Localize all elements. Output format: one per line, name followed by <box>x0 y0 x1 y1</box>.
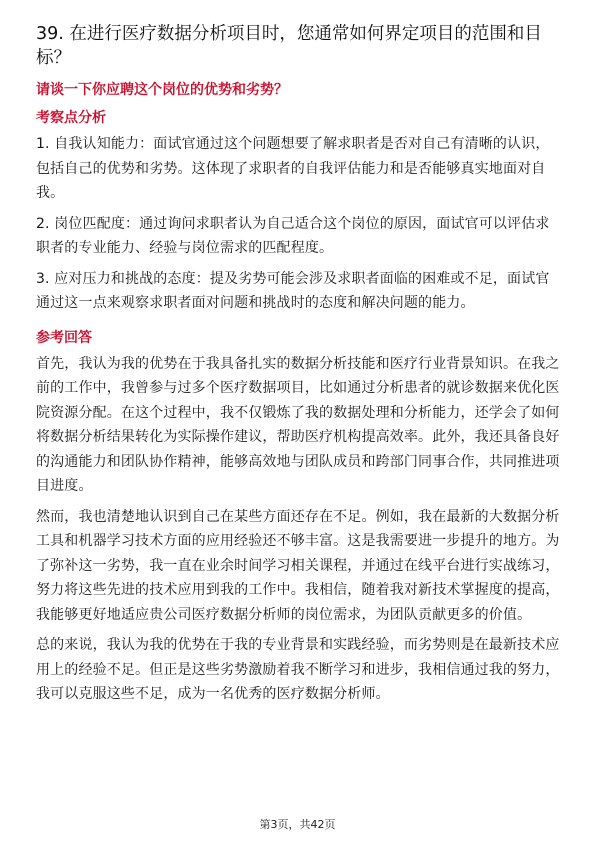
analysis-heading: 考察点分析 <box>36 110 106 126</box>
interview-question: 请谈一下你应聘这个岗位的优势和劣势？ <box>36 82 288 98</box>
answer-body <box>36 352 563 707</box>
analysis-item: 1. 自我认知能力：面试官通过这个问题想要了解求职者是否对自己有清晰的认识，包括自己的优势和劣势。这体现了求职者的自我评估能力和是否能够真实地面对自我。 <box>36 136 550 201</box>
answer-paragraph: 然而，我也清楚地认识到自己在某些方面还存在不足。例如，我在最新的大数据分析工具和机器学习技术方面的应用经验还不够丰富。这是我需要进一步提升的地方。为了弥补这一劣势，我一直在业余时间学习相关课程，并通过在线平台进行实战练习，努力将这些先进的技术应用到我的工作中。我相信，随着我对新技术掌握度的提高，我能够更好地适应贵公司医疗数据分析师的岗位需求，为团队贡献更多的价值。 <box>36 508 560 623</box>
document-page <box>36 22 563 707</box>
analysis-list <box>36 132 563 316</box>
answer-heading: 参考回答 <box>36 329 92 346</box>
answer-paragraph: 首先，我认为我的优势在于我具备扎实的数据分析技能和医疗行业背景知识。在我之前的工作中，我曾参与过多个医疗数据项目，比如通过分析患者的就诊数据来优化医院资源分配。在这个过程中，我不仅锻炼了我的数据处理和分析能力，还学会了如何将数据分析结果转化为实际操作建议，帮助医疗机构提高效率。此外，我还具备良好的沟通能力和团队协作精神，能够高效地与团队成员和跨部门同事合作，共同推进项目进度。 <box>36 355 560 494</box>
analysis-item: 3. 应对压力和挑战的态度：提及劣势可能会涉及求职者面临的困难或不足，面试官通过这一点来观察求职者面对问题和挑战时的态度和解决问题的能力。 <box>36 270 550 311</box>
page-number: 第3页，共42页 <box>259 818 336 831</box>
question-title: 39. 在进行医疗数据分析项目时，您通常如何界定项目的范围和目标？ <box>36 24 542 68</box>
analysis-item: 2. 岗位匹配度：通过询问求职者认为自己适合这个岗位的原因，面试官可以评估求职者的专业能力、经验与岗位需求的匹配程度。 <box>36 215 550 256</box>
answer-paragraph: 总的来说，我认为我的优势在于我的专业背景和实践经验，而劣势则是在最新技术应用上的经验不足。但正是这些劣势激励着我不断学习和进步，我相信通过我的努力，我可以克服这些不足，成为一名优秀的医疗数据分析师。 <box>36 637 560 702</box>
